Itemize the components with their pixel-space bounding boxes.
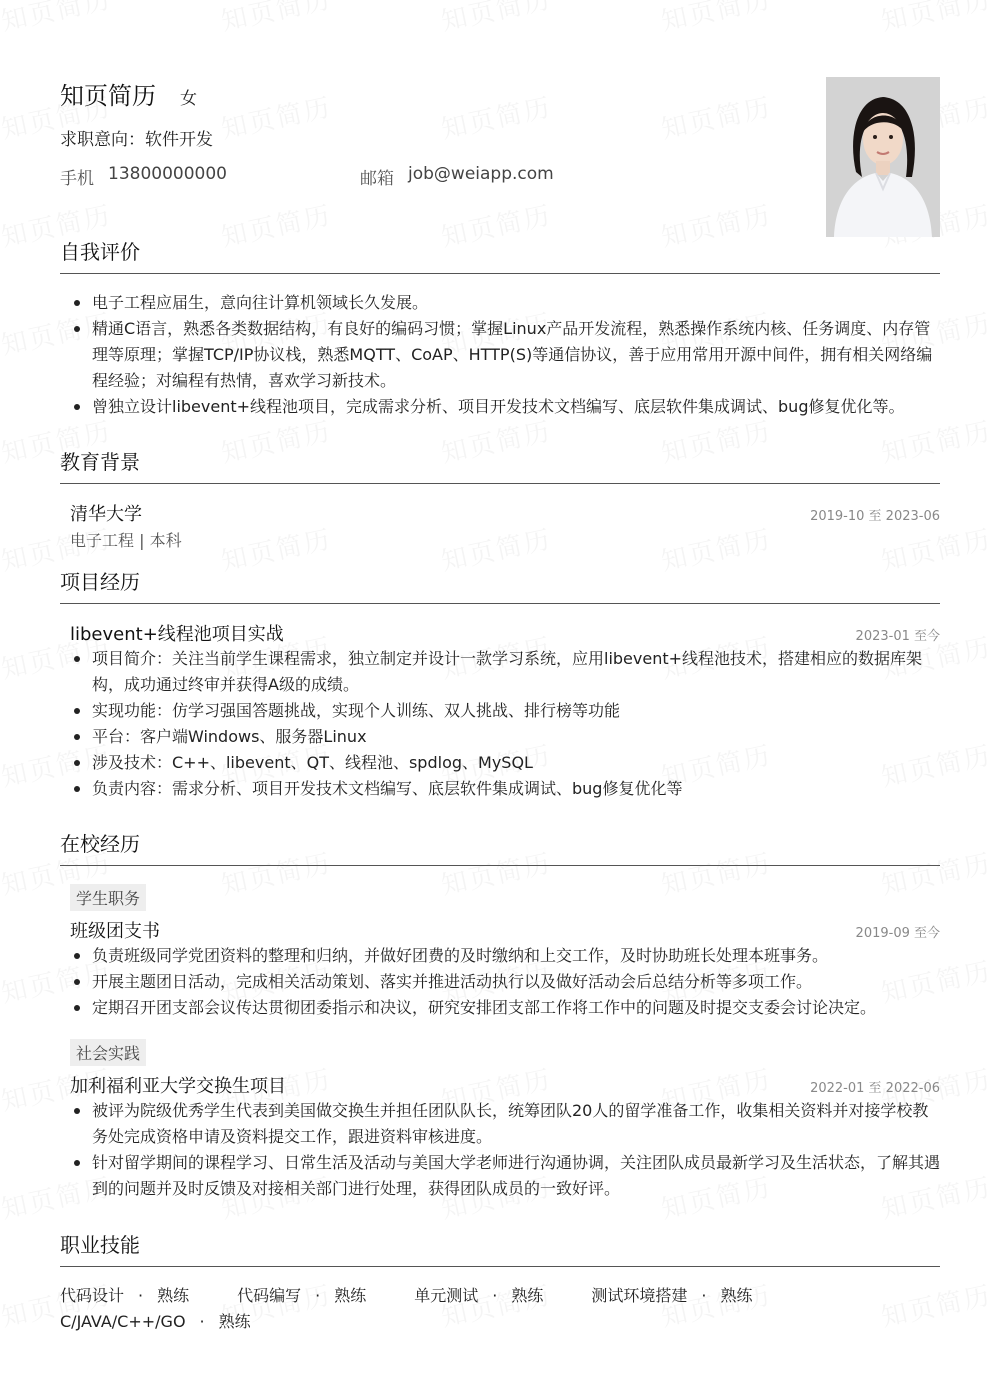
project-date: 2023-01 至今 [855,629,940,644]
skill-level: 熟练 [511,1286,544,1305]
list-item: 精通C语言，熟悉各类数据结构，有良好的编码习惯；掌握Linux产品开发流程，熟悉操作系统内核、任务调度、内存管理等原理；掌握TCP/IP协议栈，熟悉MQTT、CoAP、HTTP(S)等通信协议，善于应用常用开源中间件，拥有相关网络编程经验；对编程有热情，喜欢学习新技术。 [60,316,940,394]
skill-item [60,1283,189,1309]
project-entry [60,620,940,646]
list-item: 电子工程应届生，意向往计算机领域长久发展。 [60,290,940,316]
section-title: 项目经历 [60,566,940,604]
skill-name: 代码编写 [237,1286,302,1305]
skill-name: C/JAVA/C++/GO [60,1312,186,1331]
skill-name: 单元测试 [414,1286,479,1305]
skill-separator: · [492,1286,498,1305]
skill-separator: · [138,1286,144,1305]
list-item: 项目简介：关注当前学生课程需求，独立制定并设计一款学习系统，应用libevent+线程池技术，搭建相应的数据库架构，成功通过终审并获得A级的成绩。 [60,646,940,698]
list-item: 开展主题团日活动，完成相关活动策划、落实并推进活动执行以及做好活动会后总结分析等多项工作。 [60,969,940,995]
candidate-gender: 女 [180,89,197,109]
phone-label: 手机 [60,169,94,189]
education-date: 2019-10 至 2023-06 [810,509,940,524]
skill-level: 熟练 [157,1286,190,1305]
list-item: 涉及技术：C++、libevent、QT、线程池、spdlog、MySQL [60,750,940,776]
section-projects [60,566,940,802]
campus-entry-date: 2022-01 至 2022-06 [810,1081,940,1096]
list-item: 曾独立设计libevent+线程池项目，完成需求分析、项目开发技术文档编写、底层软件集成调试、bug修复优化等。 [60,394,940,420]
profile-photo-illustration [826,77,940,237]
section-title: 在校经历 [60,828,940,866]
skill-name: 测试环境搭建 [591,1286,688,1305]
campus-group-practice [60,1039,940,1202]
skill-item [60,1309,251,1335]
campus-entry [60,917,940,943]
skill-item [414,1283,543,1309]
section-education [60,446,940,551]
campus-entry [60,1072,940,1098]
section-title: 职业技能 [60,1229,940,1267]
skills-list [60,1283,940,1335]
skill-level: 熟练 [720,1286,753,1305]
list-item: 针对留学期间的课程学习、日常生活及活动与美国大学老师进行沟通协调，关注团队成员最新学习及生活状态，了解其遇到的问题并及时反馈及对接相关部门进行处理，获得团队成员的一致好评。 [60,1150,940,1202]
skill-separator: · [315,1286,321,1305]
project-name: libevent+线程池项目实战 [70,624,284,645]
contact-row [60,164,940,189]
resume-header [60,76,940,238]
candidate-name: 知页简历 [60,82,156,110]
list-item: 被评为院级优秀学生代表到美国做交换生并担任团队队长，统筹团队20人的留学准备工作，收集相关资料并对接学校教务处完成资格申请及资料提交工作，跟进资料审核进度。 [60,1098,940,1150]
campus-tag: 学生职务 [70,884,146,911]
campus-tag: 社会实践 [70,1039,146,1066]
section-title: 自我评价 [60,236,940,274]
section-self-eval [60,236,940,420]
campus-group-role [60,884,940,1021]
self-eval-list [60,290,940,420]
campus-entry-name: 班级团支书 [70,921,160,942]
phone-value: 13800000000 [108,164,227,184]
education-major: 电子工程 | 本科 [70,531,182,550]
contact-email [360,164,554,189]
section-title: 教育背景 [60,446,940,484]
list-item: 负责班级同学党团资料的整理和归纳，并做好团费的及时缴纳和上交工作，及时协助班长处理本班事务。 [60,943,940,969]
job-intent [60,125,940,150]
skill-level: 熟练 [218,1312,251,1331]
project-list [60,646,940,802]
campus-practice-list [60,1098,940,1202]
campus-entry-name: 加利福利亚大学交换生项目 [70,1076,286,1097]
skill-item [591,1283,752,1309]
name-row [60,76,940,111]
list-item: 定期召开团支部会议传达贯彻团委指示和决议，研究安排团支部工作将工作中的问题及时提交支委会讨论决定。 [60,995,940,1021]
section-campus [60,828,940,1202]
skill-separator: · [199,1312,205,1331]
school-name: 清华大学 [70,504,142,525]
profile-photo [826,77,940,237]
job-intent-label: 求职意向： [60,130,145,150]
education-entry [60,500,940,526]
email-value: job@weiapp.com [408,164,554,184]
campus-entry-date: 2019-09 至今 [855,926,940,941]
job-intent-value: 软件开发 [145,130,213,150]
skill-level: 熟练 [334,1286,367,1305]
skill-name: 代码设计 [60,1286,125,1305]
list-item: 平台：客户端Windows、服务器Linux [60,724,940,750]
campus-role-list [60,943,940,1021]
list-item: 负责内容：需求分析、项目开发技术文档编写、底层软件集成调试、bug修复优化等 [60,776,940,802]
email-label: 邮箱 [360,169,394,189]
skill-separator: · [701,1286,707,1305]
list-item: 实现功能：仿学习强国答题挑战，实现个人训练、双人挑战、排行榜等功能 [60,698,940,724]
contact-phone [60,164,360,189]
section-skills [60,1229,940,1335]
skill-item [237,1283,366,1309]
